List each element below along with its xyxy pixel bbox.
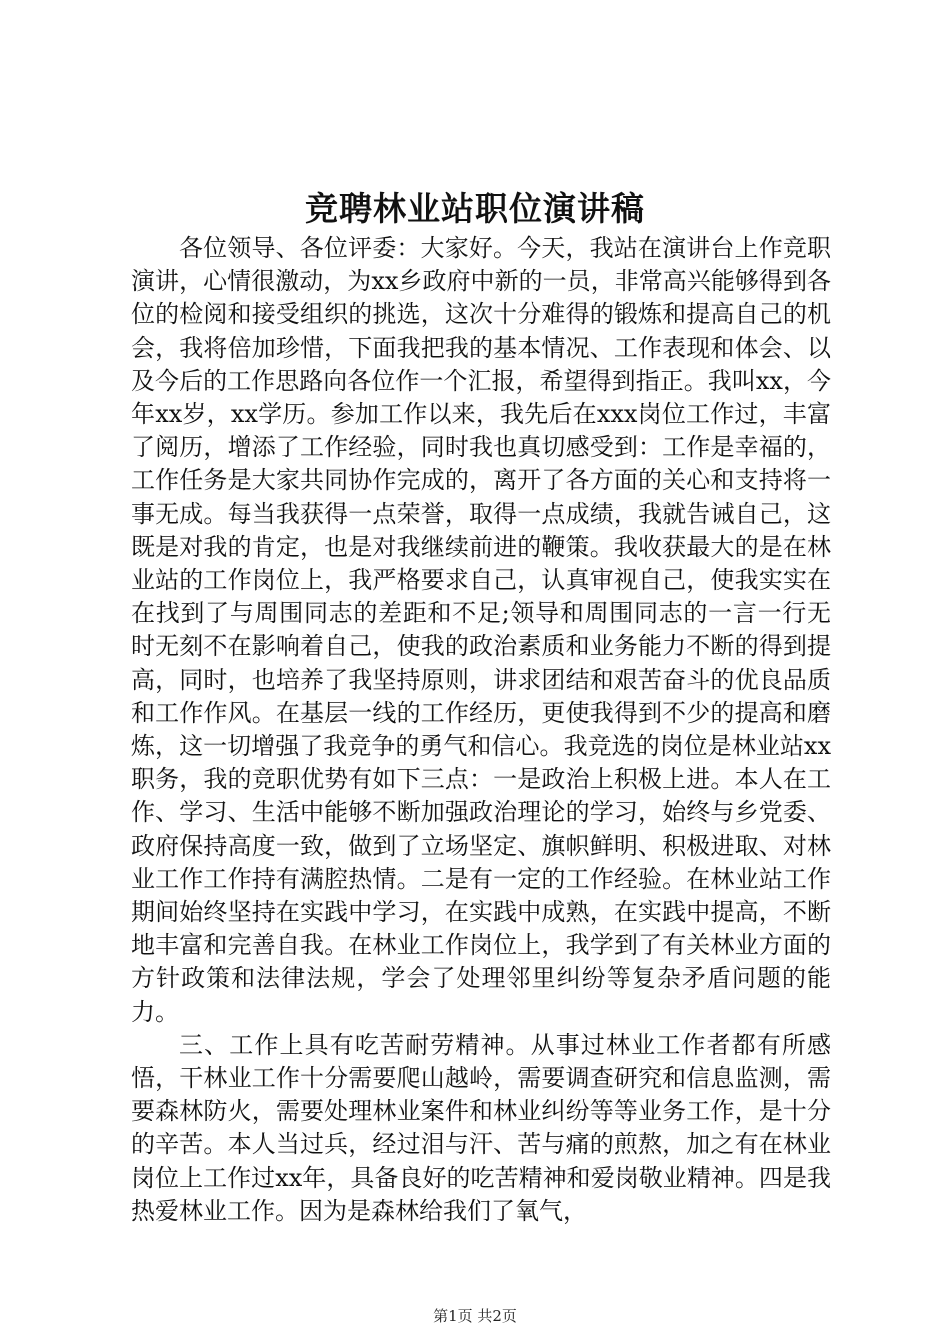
document-body <box>131 232 831 1228</box>
paragraph: 三、工作上具有吃苦耐劳精神。从事过林业工作者都有所感悟，干林业工作十分需要爬山越岭，需要调查研究和信息监测，需要森林防火，需要处理林业案件和林业纠纷等等业务工作，是十分的辛苦。本人当过兵，经过泪与汗、苦与痛的煎熬，加之有在林业岗位上工作过xx年，具备良好的吃苦精神和爱岗敬业精神。四是我热爱林业工作。因为是森林给我们了氧气， <box>131 1030 831 1225</box>
paragraph: 各位领导、各位评委：大家好。今天，我站在演讲台上作竞职演讲，心情很激动，为xx乡政府中新的一员，非常高兴能够得到各位的检阅和接受组织的挑选，这次十分难得的锻炼和提高自己的机会，我将倍加珍惜，下面我把我的基本情况、工作表现和体会、以及今后的工作思路向各位作一个汇报，希望得到指正。我叫xx，今年xx岁，xx学历。参加工作以来，我先后在xxx岗位工作过，丰富了阅历，增添了工作经验，同时我也真切感受到：工作是幸福的，工作任务是大家共同协作完成的，离开了各方面的关心和支持将一事无成。每当我获得一点荣誉，取得一点成绩，我就告诫自己，这既是对我的肯定，也是对我继续前进的鞭策。我收获最大的是在林业站的工作岗位上，我严格要求自己，认真审视自己，使我实实在在找到了与周围同志的差距和不足;领导和周围同志的一言一行无时无刻不在影响着自己，使我的政治素质和业务能力不断的得到提高，同时，也培养了我坚持原则，讲求团结和艰苦奋斗的优良品质和工作作风。在基层一线的工作经历，更使我得到不少的提高和磨炼，这一切增强了我竞争的勇气和信心。我竞选的岗位是林业站xx职务，我的竞职优势有如下三点：一是政治上积极上进。本人在工作、学习、生活中能够不断加强政治理论的学习，始终与乡党委、政府保持高度一致，做到了立场坚定、旗帜鲜明、积极进取、对林业工作工作持有满腔热情。二是有一定的工作经验。在林业站工作期间始终坚持在实践中学习，在实践中成熟，在实践中提高，不断地丰富和完善自我。在林业工作岗位上，我学到了有关林业方面的方针政策和法律法规，学会了处理邻里纠纷等复杂矛盾问题的能力。 <box>131 234 831 1026</box>
page-number-footer: 第1页 共2页 <box>433 1307 517 1325</box>
document-title: 竞聘林业站职位演讲稿 <box>305 189 645 228</box>
